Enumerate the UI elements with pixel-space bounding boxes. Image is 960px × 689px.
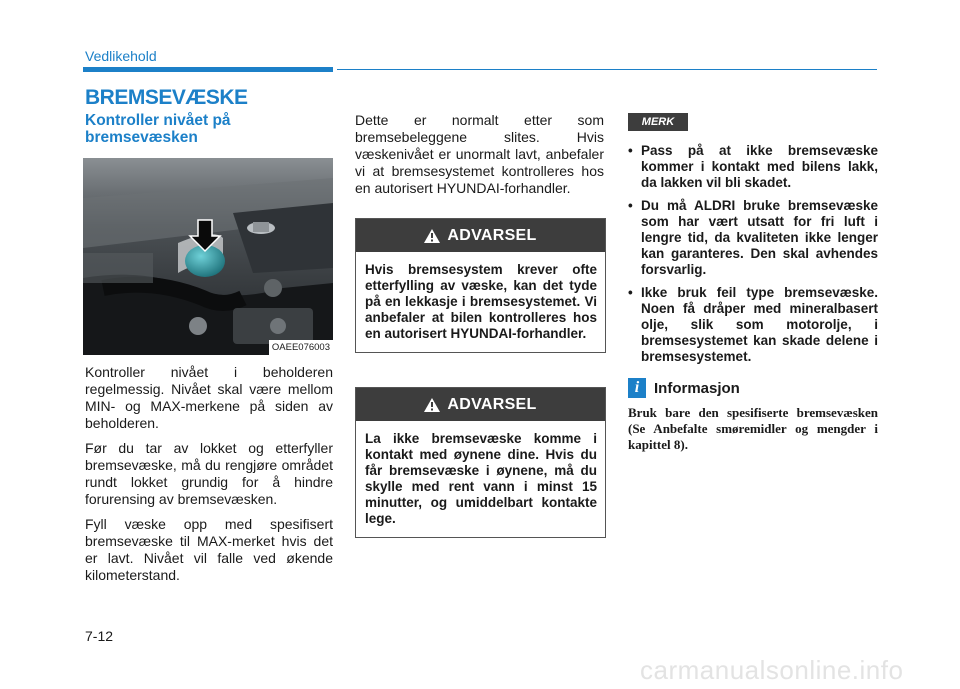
paragraph: Fyll væske opp med spesifisert bremsevæske til MAX-merket hvis det er lavt. Nivået vil falle ved økende kilometerstand. <box>85 516 333 583</box>
warning-box <box>355 387 606 538</box>
list-item <box>626 143 878 191</box>
page-number: 7-12 <box>85 628 114 644</box>
engine-bay-photo <box>83 158 333 355</box>
list-item <box>626 198 878 278</box>
bullet-symbol: • <box>628 198 633 213</box>
warning-heading-label: ADVARSEL <box>447 395 537 413</box>
engine-bay-illustration <box>83 158 333 355</box>
info-icon: i <box>628 378 646 398</box>
bullet-symbol: • <box>628 143 633 158</box>
section-header: Vedlikehold <box>85 48 157 64</box>
paragraph: Dette er normalt etter som bremsebeleggene slites. Hvis væskenivået er unormalt lavt, anbefaler vi at bremsesystemet kontrolleres hos en autorisert HYUNDAI-forhandler. <box>355 112 604 196</box>
warning-header <box>356 388 605 421</box>
column-middle-text <box>355 112 604 205</box>
info-title: Informasjon <box>654 380 740 397</box>
subsection-title: Kontroller nivået på bremsevæsken <box>85 112 231 146</box>
warning-triangle-icon <box>424 398 440 412</box>
warning-box <box>355 218 606 353</box>
list-item-text: Ikke bruk feil type bremsevæske. Noen få dråper med mineralbasert olje, slik som motorolje, i bremsesystemet kan skade delene i bremsesystemet. <box>641 285 878 364</box>
page-title: BREMSEVÆSKE <box>85 86 248 109</box>
note-bullet-list <box>626 143 878 372</box>
header-rule-thick <box>83 67 333 72</box>
paragraph: Før du tar av lokket og etterfyller bremsevæske, må du rengjøre området rundt lokket grundig for å hindre forurensing av bremsevæsken. <box>85 440 333 507</box>
warning-header <box>356 219 605 252</box>
warning-triangle-icon <box>424 229 440 243</box>
list-item-text: Du må ALDRI bruke bremsevæske som har vært utsatt for fri luft i lengre tid, da kvaliteten ikke lenger kan garanteres. Den skal avhendes forsvarlig. <box>641 198 878 277</box>
list-item-text: Pass på at ikke bremsevæske kommer i kontakt med bilens lakk, da lakken vil bli skadet. <box>641 143 878 190</box>
note-label: MERK <box>628 113 688 131</box>
paragraph: Kontroller nivået i beholderen regelmessig. Nivået skal være mellom MIN- og MAX-merkene på siden av beholderen. <box>85 364 333 431</box>
warning-text: La ikke bremsevæske komme i kontakt med øynene dine. Hvis du får bremsevæske i øynene, må du skylle med rent vann i minst 15 minutter, og umiddelbart kontakte lege. <box>365 431 597 526</box>
column-left-text <box>85 364 333 592</box>
warning-heading-label: ADVARSEL <box>447 226 537 244</box>
bullet-symbol: • <box>628 285 633 300</box>
list-item <box>626 285 878 365</box>
header-rule-thin <box>337 69 877 70</box>
warning-text: Hvis bremsesystem krever ofte etterfylling av væske, kan det tyde på en lekkasje i bremsesystemet. Vi anbefaler at bilen kontrolleres hos en autorisert HYUNDAI-forhandler. <box>365 262 597 341</box>
watermark: carmanualsonline.info <box>640 655 904 685</box>
image-code: OAEE076003 <box>269 340 333 355</box>
info-text: Bruk bare den spesifiserte bremsevæsken (Se Anbefalte smøremidler og mengder i kapittel 8). <box>628 405 878 452</box>
